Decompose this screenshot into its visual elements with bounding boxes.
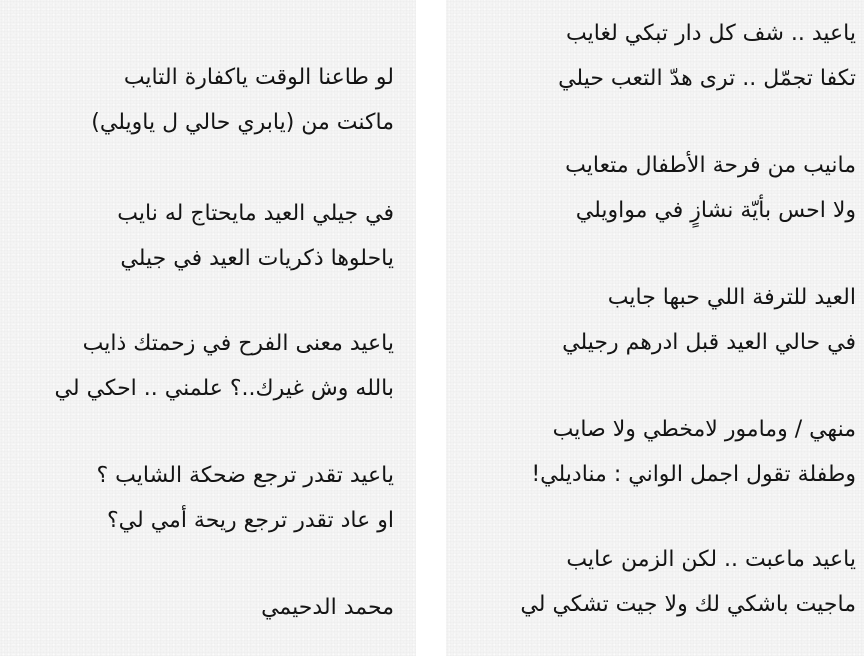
left-page (0, 0, 416, 656)
poem-line: ياحلوها ذكريات العيد في جيلي (120, 246, 394, 271)
poem-line: ماجيت باشكي لك ولا جيت تشكي لي (520, 592, 856, 617)
poem-line: ماكنت من (يابري حالي ل ياويلي) (91, 110, 394, 135)
poem-line: في جيلي العيد مايحتاج له نايب (117, 201, 394, 226)
poem-line: ياعيد .. شف كل دار تبكي لغايب (566, 21, 856, 46)
poem-line: في حالي العيد قبل ادرهم رجيلي (562, 330, 856, 355)
poem-line: او عاد تقدر ترجع ريحة أمي لي؟ (106, 508, 394, 533)
poem-line: لو طاعنا الوقت ياكفارة التايب (123, 65, 394, 90)
poem-line: مانيب من فرحة الأطفال متعايب (565, 153, 856, 178)
poem-line: ولا احس بأيّة نشازٍ في مواويلي (575, 198, 856, 223)
poem-line: ياعيد ماعبت .. لكن الزمن عايب (566, 547, 856, 572)
poem-line: بالله وش غيرك..؟ علمني .. احكي لي (54, 376, 394, 401)
poem-line: وطفلة تقول اجمل الواني : مناديلي! (531, 462, 856, 487)
poem-line: العيد للترفة اللي حبها جايب (607, 285, 856, 310)
right-page (446, 0, 864, 656)
poem-line: ياعيد تقدر ترجع ضحكة الشايب ؟ (96, 463, 394, 488)
poem-line: تكفا تجمّل .. ترى هدّ التعب حيلي (558, 66, 856, 91)
author-signature: محمد الدحيمي (261, 595, 394, 620)
poem-line: منهي / ومامور لامخطي ولا صايب (552, 417, 856, 442)
poem-line: ياعيد معنى الفرح في زحمتك ذايب (82, 331, 394, 356)
